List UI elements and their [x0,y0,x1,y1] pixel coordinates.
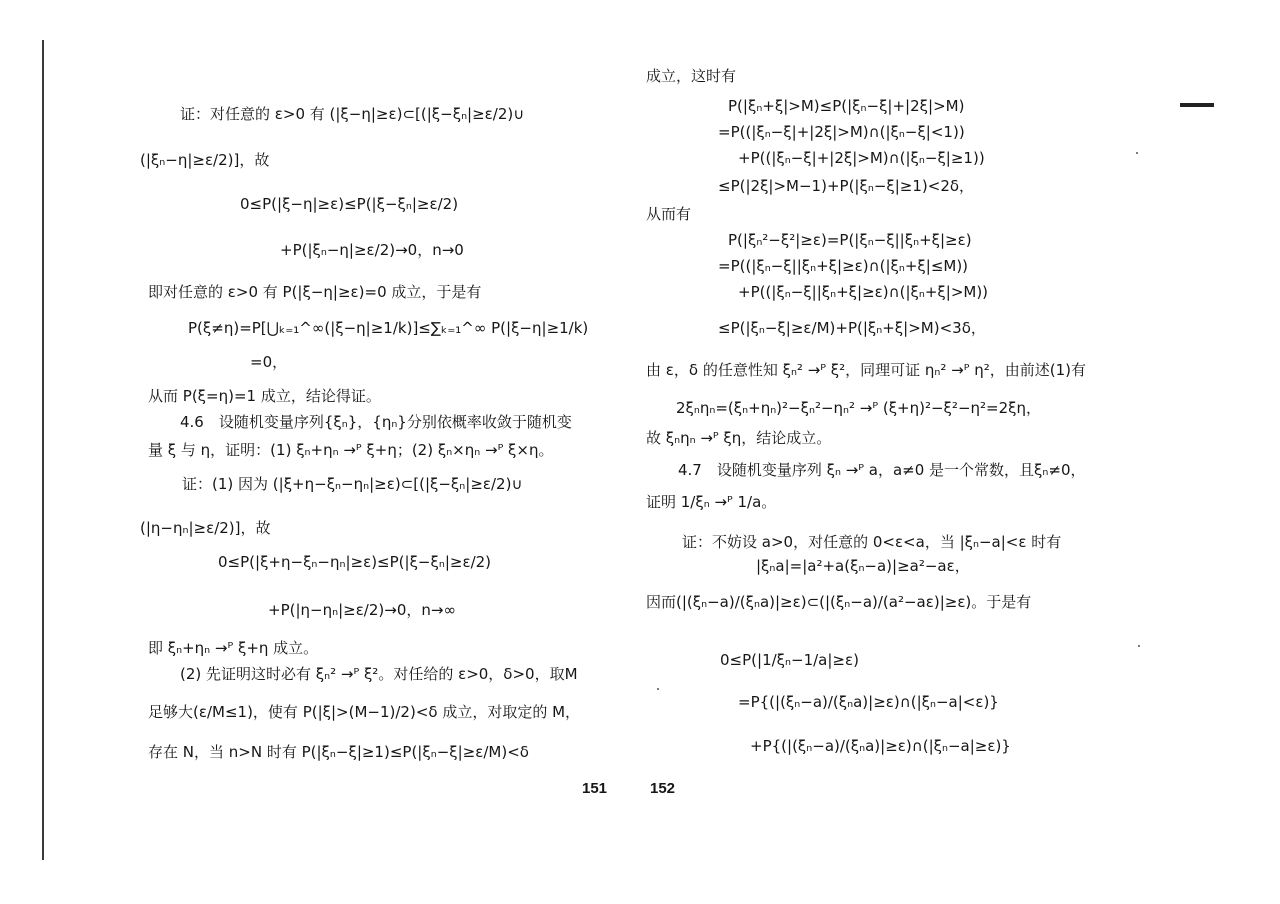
right-column-line: 由 ε，δ 的任意性知 ξₙ² →ᴾ ξ²，同理可证 ηₙ² →ᴾ η²，由前述(1)有 [646,361,1086,379]
right-column-line: +P{(|(ξₙ−a)/(ξₙa)|≥ε)∩(|ξₙ−a|≥ε)} [750,737,1011,755]
right-column-line: =P((|ξₙ−ξ||ξₙ+ξ|≥ε)∩(|ξₙ+ξ|≤M)) [718,257,969,275]
right-column-line: 证明 1/ξₙ →ᴾ 1/a。 [646,493,777,511]
right-column-line: 故 ξₙηₙ →ᴾ ξη，结论成立。 [646,429,832,447]
right-column-line: =P((|ξₙ−ξ|+|2ξ|>M)∩(|ξₙ−ξ|<1)) [718,123,965,141]
scan-artifact [1180,103,1214,107]
left-column-line: 证：(1) 因为 (|ξ+η−ξₙ−ηₙ|≥ε)⊂[(|ξ−ξₙ|≥ε/2)∪ [182,475,523,493]
left-column-line: 存在 N，当 n>N 时有 P(|ξₙ−ξ|≥1)≤P(|ξₙ−ξ|≥ε/M)<δ [148,743,529,761]
scan-speck [1138,645,1140,647]
scan-speck [657,688,659,690]
right-column-line: +P((|ξₙ−ξ|+|2ξ|>M)∩(|ξₙ−ξ|≥1)) [738,149,985,167]
left-column-line: P(ξ≠η)=P[⋃ₖ₌₁^∞(|ξ−η|≥1/k)]≤∑ₖ₌₁^∞ P(|ξ−η|≥1/k) [188,319,589,337]
left-column-line: 0≤P(|ξ−η|≥ε)≤P(|ξ−ξₙ|≥ε/2) [240,195,459,213]
right-column-line: 0≤P(|1/ξₙ−1/a|≥ε) [720,651,859,669]
right-column-line: =P{(|(ξₙ−a)/(ξₙa)|≥ε)∩(|ξₙ−a|<ε)} [738,693,999,711]
left-column-line: +P(|ξₙ−η|≥ε/2)→0，n→0 [280,241,464,259]
right-column-line: 4.7 设随机变量序列 ξₙ →ᴾ a，a≠0 是一个常数，且ξₙ≠0， [678,461,1086,479]
right-column-line: 因而(|(ξₙ−a)/(ξₙa)|≥ε)⊂(|(ξₙ−a)/(a²−aε)|≥ε)。于是有 [646,593,1032,611]
left-column-line: 足够大(ε/M≤1)，使有 P(|ξ|>(M−1)/2)<δ 成立，对取定的 M， [148,703,581,721]
right-column-line: ≤P(|ξₙ−ξ|≥ε/M)+P(|ξₙ+ξ|>M)<3δ， [718,319,986,337]
left-column-line: =0， [250,353,288,371]
right-column-line: 2ξₙηₙ=(ξₙ+ηₙ)²−ξₙ²−ηₙ² →ᴾ (ξ+η)²−ξ²−η²=2ξη， [676,399,1042,417]
right-column-line: 从而有 [646,205,692,223]
right-column-line: ≤P(|2ξ|>M−1)+P(|ξₙ−ξ|≥1)<2δ， [718,177,975,195]
left-column-line: 0≤P(|ξ+η−ξₙ−ηₙ|≥ε)≤P(|ξ−ξₙ|≥ε/2) [218,553,492,571]
left-column-line: 证：对任意的 ε>0 有 (|ξ−η|≥ε)⊂[(|ξ−ξₙ|≥ε/2)∪ [180,105,525,123]
left-column-line: (2) 先证明这时必有 ξₙ² →ᴾ ξ²。对任给的 ε>0，δ>0，取M [180,665,578,683]
left-column-line: 4.6 设随机变量序列{ξₙ}，{ηₙ}分别依概率收敛于随机变 [180,413,572,431]
right-page-number: 152 [650,780,676,797]
right-column-line: |ξₙa|=|a²+a(ξₙ−a)|≥a²−aε， [756,557,970,575]
right-column-line: +P((|ξₙ−ξ||ξₙ+ξ|≥ε)∩(|ξₙ+ξ|>M)) [738,283,989,301]
left-column-line: +P(|η−ηₙ|≥ε/2)→0，n→∞ [268,601,456,619]
left-column-line: 量 ξ 与 η，证明：(1) ξₙ+ηₙ →ᴾ ξ+η；(2) ξₙ×ηₙ →ᴾ ξ×η。 [148,441,554,459]
left-column-line: (|ξₙ−η|≥ε/2)]，故 [140,151,270,169]
left-column-line: 即对任意的 ε>0 有 P(|ξ−η|≥ε)=0 成立，于是有 [148,283,482,301]
right-column-line: P(|ξₙ+ξ|>M)≤P(|ξₙ−ξ|+|2ξ|>M) [728,97,965,115]
right-column-line: 成立，这时有 [646,67,737,85]
right-column-line: P(|ξₙ²−ξ²|≥ε)=P(|ξₙ−ξ||ξₙ+ξ|≥ε) [728,231,972,249]
left-column-line: 从而 P(ξ=η)=1 成立，结论得证。 [148,387,381,405]
left-column-line: 即 ξₙ+ηₙ →ᴾ ξ+η 成立。 [148,639,319,657]
binding-edge-line [42,40,44,860]
right-column-line: 证：不妨设 a>0，对任意的 0<ε<a，当 |ξₙ−a|<ε 时有 [682,533,1062,551]
left-column-line: (|η−ηₙ|≥ε/2)]，故 [140,519,271,537]
scan-speck [1136,152,1138,154]
left-page-number: 151 [582,780,608,797]
